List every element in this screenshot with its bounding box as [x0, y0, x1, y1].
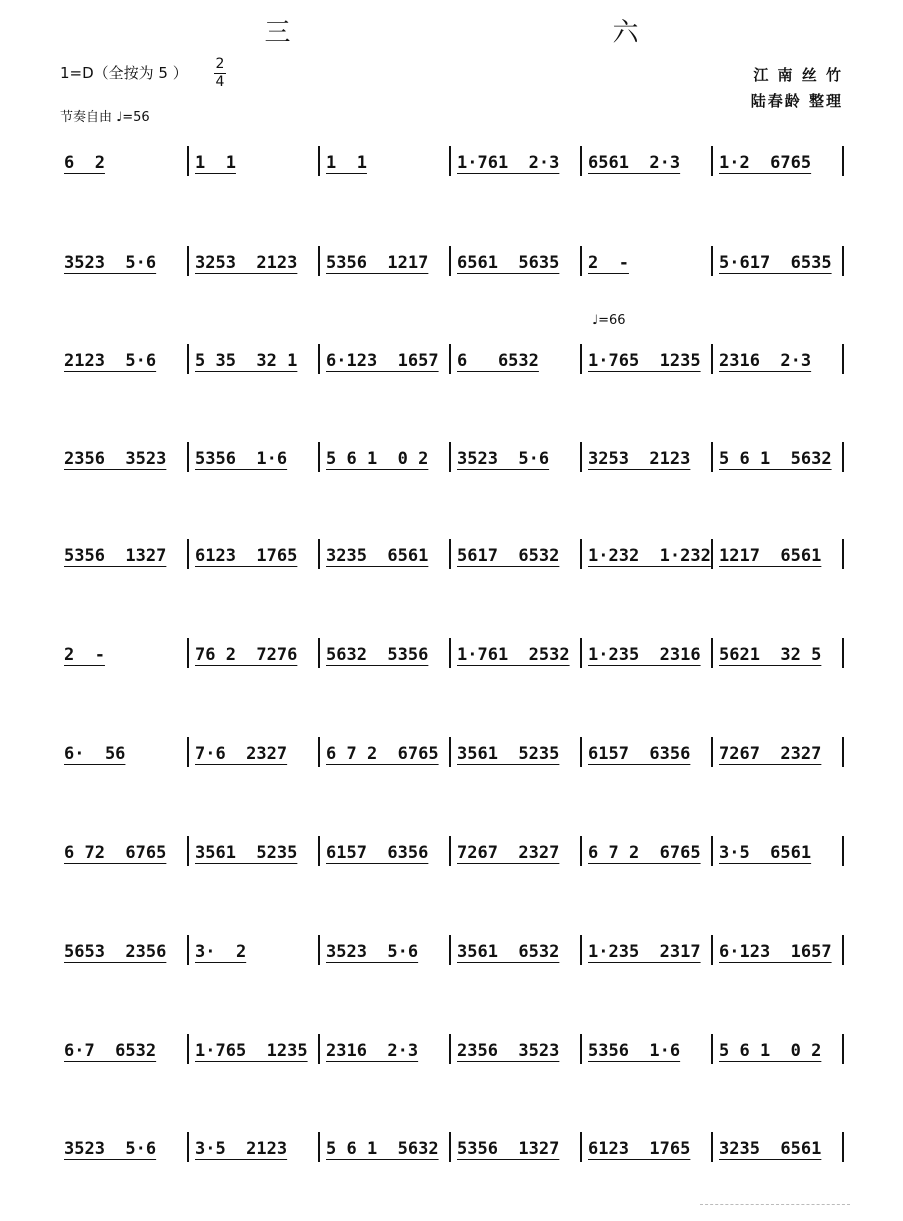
key-signature: 1=D（全按为 5 ）	[60, 64, 188, 82]
measure: 5621 32 5	[719, 645, 822, 665]
barline	[580, 638, 582, 668]
page-title: 三 六	[264, 18, 729, 48]
measure: 6 7 2 6765	[326, 744, 439, 764]
barline	[711, 1132, 713, 1162]
barline	[842, 638, 844, 668]
measure: 6·123 1657	[719, 942, 832, 962]
barline	[318, 246, 320, 276]
measure: 2 -	[588, 253, 629, 273]
measure: 5356 1327	[457, 1139, 560, 1159]
measure: 2316 2·3	[719, 351, 812, 371]
measure: 3561 5235	[195, 843, 298, 863]
measure: 5·617 6535	[719, 253, 832, 273]
barline	[318, 344, 320, 374]
measure: 2123 5·6	[64, 351, 157, 371]
measure: 5 35 32 1	[195, 351, 298, 371]
measure: 2 -	[64, 645, 105, 665]
barline	[318, 539, 320, 569]
score-line	[62, 346, 848, 376]
barline	[842, 737, 844, 767]
measure: 1·765 1235	[588, 351, 701, 371]
barline	[842, 539, 844, 569]
barline	[842, 344, 844, 374]
measure: 7267 2327	[457, 843, 560, 863]
measure: 1·232 1·232	[588, 546, 711, 566]
barline	[449, 935, 451, 965]
barline	[187, 146, 189, 176]
barline	[449, 1034, 451, 1064]
time-signature	[214, 56, 226, 91]
measure: 6·123 1657	[326, 351, 439, 371]
score-line	[62, 838, 848, 868]
barline	[711, 539, 713, 569]
measure: 3523 5·6	[457, 449, 550, 469]
measure: 3523 5·6	[326, 942, 419, 962]
measure: 1·235 2317	[588, 942, 701, 962]
measure: 5 6 1 5632	[326, 1139, 439, 1159]
barline	[711, 638, 713, 668]
score-line	[62, 541, 848, 571]
barline	[449, 246, 451, 276]
tempo-change-marking: ♩=66	[592, 313, 626, 328]
barline	[842, 246, 844, 276]
score-line	[62, 937, 848, 967]
measure: 1·761 2·3	[457, 153, 560, 173]
measure: 3253 2123	[588, 449, 691, 469]
barline	[580, 146, 582, 176]
barline	[711, 246, 713, 276]
score-line	[62, 148, 848, 178]
barline	[187, 1034, 189, 1064]
barline	[580, 539, 582, 569]
measure: 6123 1765	[195, 546, 298, 566]
measure: 6157 6356	[588, 744, 691, 764]
genre-label: 江 南 丝 竹	[753, 66, 843, 84]
measure: 2316 2·3	[326, 1041, 419, 1061]
barline	[318, 737, 320, 767]
barline	[711, 836, 713, 866]
barline	[187, 737, 189, 767]
barline	[842, 146, 844, 176]
barline	[318, 638, 320, 668]
measure: 6· 56	[64, 744, 126, 764]
barline	[449, 737, 451, 767]
measure: 1·2 6765	[719, 153, 812, 173]
measure: 6561 2·3	[588, 153, 681, 173]
barline	[711, 935, 713, 965]
barline	[580, 1132, 582, 1162]
barline	[187, 638, 189, 668]
measure: 7·6 2327	[195, 744, 288, 764]
barline	[187, 344, 189, 374]
barline	[449, 442, 451, 472]
measure: 1 1	[195, 153, 236, 173]
score-line	[62, 1036, 848, 1066]
measure: 1·765 1235	[195, 1041, 308, 1061]
measure: 3561 6532	[457, 942, 560, 962]
barline	[187, 442, 189, 472]
measure: 6·7 6532	[64, 1041, 157, 1061]
measure: 3235 6561	[719, 1139, 822, 1159]
arranger-label: 陆春龄 整理	[750, 92, 843, 110]
tempo-marking: 节奏自由 ♩=56	[60, 110, 150, 125]
measure: 5 6 1 5632	[719, 449, 832, 469]
barline	[318, 442, 320, 472]
measure: 5356 1·6	[588, 1041, 681, 1061]
barline	[842, 442, 844, 472]
barline	[449, 539, 451, 569]
barline	[842, 836, 844, 866]
measure: 1·235 2316	[588, 645, 701, 665]
barline	[711, 442, 713, 472]
barline	[187, 539, 189, 569]
barline	[318, 146, 320, 176]
barline	[580, 442, 582, 472]
barline	[318, 1132, 320, 1162]
measure: 5356 1327	[64, 546, 167, 566]
barline	[711, 737, 713, 767]
barline	[580, 737, 582, 767]
barline	[842, 1132, 844, 1162]
barline	[580, 344, 582, 374]
measure: 6561 5635	[457, 253, 560, 273]
measure: 3561 5235	[457, 744, 560, 764]
page-footer-line	[700, 1204, 850, 1205]
barline	[449, 1132, 451, 1162]
measure: 3·5 6561	[719, 843, 812, 863]
barline	[580, 935, 582, 965]
measure: 1·761 2532	[457, 645, 570, 665]
barline	[318, 836, 320, 866]
barline	[449, 344, 451, 374]
measure: 6 7 2 6765	[588, 843, 701, 863]
measure: 3523 5·6	[64, 253, 157, 273]
measure: 5 6 1 0 2	[326, 449, 429, 469]
barline	[449, 638, 451, 668]
measure: 3· 2	[195, 942, 247, 962]
measure: 6 2	[64, 153, 105, 173]
barline	[711, 1034, 713, 1064]
measure: 5356 1217	[326, 253, 429, 273]
measure: 1 1	[326, 153, 367, 173]
measure: 6123 1765	[588, 1139, 691, 1159]
barline	[449, 836, 451, 866]
barline	[187, 1132, 189, 1162]
measure: 5356 1·6	[195, 449, 288, 469]
measure: 5632 5356	[326, 645, 429, 665]
measure: 2356 3523	[64, 449, 167, 469]
barline	[187, 935, 189, 965]
measure: 3·5 2123	[195, 1139, 288, 1159]
barline	[711, 344, 713, 374]
measure: 76 2 7276	[195, 645, 298, 665]
measure: 5653 2356	[64, 942, 167, 962]
barline	[842, 935, 844, 965]
measure: 6 6532	[457, 351, 539, 371]
measure: 7267 2327	[719, 744, 822, 764]
barline	[187, 246, 189, 276]
score-line	[62, 248, 848, 278]
measure: 3523 5·6	[64, 1139, 157, 1159]
measure: 5617 6532	[457, 546, 560, 566]
barline	[580, 1034, 582, 1064]
measure: 2356 3523	[457, 1041, 560, 1061]
time-signature-top: 2	[215, 56, 225, 72]
measure: 5 6 1 0 2	[719, 1041, 822, 1061]
measure: 6 72 6765	[64, 843, 167, 863]
score-line	[62, 739, 848, 769]
barline	[842, 1034, 844, 1064]
score-line	[62, 1134, 848, 1164]
measure: 1217 6561	[719, 546, 822, 566]
measure: 6157 6356	[326, 843, 429, 863]
barline	[580, 246, 582, 276]
attribution	[751, 62, 843, 114]
barline	[711, 146, 713, 176]
measure: 3253 2123	[195, 253, 298, 273]
barline	[318, 935, 320, 965]
barline	[449, 146, 451, 176]
time-signature-bottom: 4	[215, 74, 225, 90]
barline	[580, 836, 582, 866]
measure: 3235 6561	[326, 546, 429, 566]
barline	[187, 836, 189, 866]
score-line	[62, 640, 848, 670]
barline	[318, 1034, 320, 1064]
score-line	[62, 444, 848, 474]
